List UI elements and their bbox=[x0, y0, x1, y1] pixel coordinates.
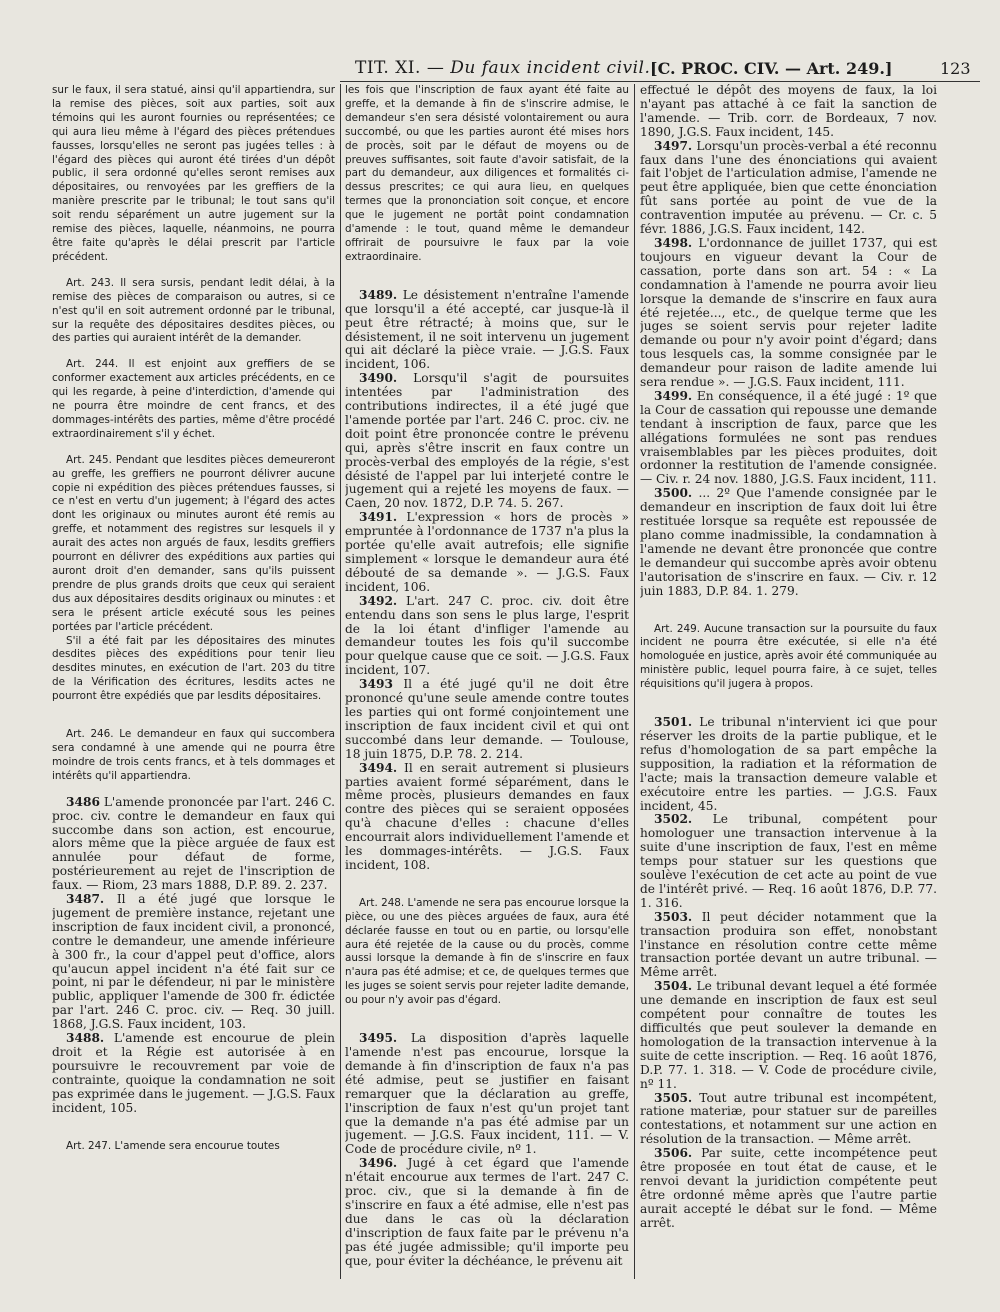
header-rule bbox=[340, 81, 980, 82]
annotation-paragraph bbox=[640, 716, 937, 813]
annotation-number: 3491. bbox=[359, 510, 398, 525]
annotation-paragraph bbox=[640, 911, 937, 981]
article-paragraph bbox=[52, 84, 335, 265]
annotation-paragraph bbox=[640, 1092, 937, 1148]
paragraph-text: L'amende est encourue de plein droit et la Régie est autorisée à en poursuivre le recouvrement par voie de contrainte, quoique la condamnation ne soit pas exprimée dans le jugement. — J.G.S. Faux incident, 105. bbox=[52, 1031, 335, 1115]
annotation-number: 3505. bbox=[654, 1090, 693, 1105]
paragraph-spacer bbox=[52, 704, 335, 728]
paragraph-text: Art. 249. Aucune transaction sur la poursuite du faux incident ne pourra être exécutée, si elle n'a été homologuée en justice, après avoir été communiquée au ministère public, lequel pourra faire, à ce sujet, telles réquisitions qu'il jugera à propos. bbox=[640, 622, 937, 691]
annotation-paragraph bbox=[345, 762, 629, 873]
paragraph-text: L'ordonnance de juillet 1737, qui est toujours en vigueur devant la Cour de cassation, porte dans son art. 54 : « La condamnation à l'amende ne pourra avoir lieu lorsque la demande de s'inscrire en faux aura été rejetée..., etc., de quelque terme que les juges se soient servis pour rejeter ladite demande ou pour n'y avoir point d'égard; dans tous lesquels cas, la somme consignée par le demandeur pour raison de ladite amende lui sera rendue ». — J.G.S. Faux incident, 111. bbox=[640, 235, 937, 390]
page-number: 123 bbox=[940, 59, 971, 78]
annotation-number: 3494. bbox=[359, 760, 398, 775]
running-title-italic: Du faux incident civil. bbox=[450, 58, 651, 78]
annotation-number: 3506. bbox=[654, 1146, 693, 1161]
column-middle bbox=[345, 84, 629, 1284]
annotation-paragraph bbox=[640, 980, 937, 1091]
annotation-number: 3501. bbox=[654, 715, 693, 730]
paragraph-text: Art. 248. L'amende ne sera pas encourue lorsque la pièce, ou une des pièces arguées de faux, aura été déclarée fausse en tout ou en partie, ou lorsqu'elle aura été rejetée de la cause ou du procès, comme aussi lorsque la demande à fin de s'inscrire en faux n'aura pas été admise; et ce, de quelques termes que les juges se soient servis pour rejeter ladite demande, ou pour n'y avoir pas d'égard. bbox=[345, 896, 629, 1007]
annotation-paragraph bbox=[640, 1147, 937, 1230]
annotation-paragraph bbox=[52, 796, 335, 893]
annotation-paragraph bbox=[52, 893, 335, 1032]
paragraph-text: Il a été jugé que lorsque le jugement de première instance, rejetant une inscription de faux incident civil, a prononcé, contre le demandeur, une amende inférieure à 300 fr., la cour d'appel peut d'office, alors qu'aucun appel incident n'a été fait sur ce point, ni par le défendeur, ni par le ministère public, appliquer l'amende de 300 fr. édictée par l'art. 246 C. proc. civ. — Req. 30 juill. 1868, J.G.S. Faux incident, 103. bbox=[52, 892, 335, 1032]
annotation-number: 3495. bbox=[359, 1031, 398, 1046]
paragraph-text: L'art. 247 C. proc. civ. doit être entendu dans son sens le plus large, l'esprit de la loi étant d'infliger l'amende au demandeur toutes les fois qu'il succombe pour quelque cause que ce soit. — J.G.S. Faux incident, 107. bbox=[345, 593, 629, 678]
annotation-number: 3486 bbox=[66, 794, 100, 809]
article-paragraph bbox=[52, 454, 335, 635]
paragraph-spacer bbox=[640, 599, 937, 623]
paragraph-text: Art. 246. Le demandeur en faux qui succombera sera condamné à une amende qui ne pourra être moindre de trois cents francs, et à tels dommages et intérêts qu'il appartiendra. bbox=[52, 728, 335, 782]
paragraph-text: S'il a été fait par les dépositaires des minutes desdites pièces des expéditions pour tenir lieu desdites minutes, en exécution de l'art. 203 du titre de la Vérification des écritures, lesdits actes ne pourront être expédiés que par lesdits dépositaires. bbox=[52, 634, 335, 703]
paragraph-text: sur le faux, il sera statué, ainsi qu'il appartiendra, sur la remise des pièces, soit aux parties, soit aux témoins qui les auront fournies ou représentées; ce qui aura lieu même à l'égard des pièces prétendues fausses, lorsqu'elles ne seront pas jugées telles : à l'égard des pièces qui auront été tirées d'un dépôt public, il sera ordonné qu'elles seront remises aux dépositaires, ou renvoyées par les greffiers de la manière prescrite par le tribunal; le tout sans qu'il soit rendu séparément un autre jugement sur la remise des pièces, laquelle, néanmoins, ne pourra être faite qu'après le délai prescrit par l'article précédent. bbox=[52, 84, 335, 263]
annotation-number: 3493 bbox=[359, 677, 393, 692]
annotation-paragraph bbox=[52, 1032, 335, 1115]
column-right bbox=[640, 84, 937, 1284]
annotation-paragraph bbox=[345, 372, 629, 511]
article-paragraph bbox=[640, 623, 937, 693]
paragraph-spacer bbox=[345, 265, 629, 289]
annotation-number: 3499. bbox=[654, 388, 693, 403]
annotation-number: 3490. bbox=[359, 371, 398, 386]
paragraph-text: effectué le dépôt des moyens de faux, la loi n'ayant pas attaché à ce fait la sanction de l'amende. — Trib. corr. de Bordeaux, 7 nov. 1890, J.G.S. Faux incident, 145. bbox=[640, 84, 937, 139]
annotation-number: 3498. bbox=[654, 235, 693, 250]
paragraph-text: Art. 247. L'amende sera encourue toutes bbox=[66, 1139, 280, 1152]
annotation-paragraph bbox=[345, 1032, 629, 1157]
annotation-paragraph bbox=[640, 487, 937, 598]
paragraph-text: L'amende prononcée par l'art. 246 C. proc. civ. contre le demandeur en faux qui succombe dans son action, est encourue, alors même que la pièce arguée de faux est annulée pour défaut de forme, postérieurement au rejet de l'inscription de faux. — Riom, 23 mars 1888, D.P. 89. 2. 237. bbox=[52, 794, 335, 893]
paragraph-spacer bbox=[52, 442, 335, 454]
column-left bbox=[52, 84, 335, 1284]
paragraph-text: Il peut décider notamment que la transaction produira son effet, nonobstant l'instance en résolution contre cette même transaction portée devant un autre tribunal. — Même arrêt. bbox=[640, 909, 937, 980]
paragraph-text: L'expression « hors de procès » empruntée à l'ordonnance de 1737 n'a plus la portée qu'elle avait autrefois; elle signifie simplement « lorsque le demandeur aura été débouté de sa demande ». — J.G.S. Faux incident, 106. bbox=[345, 510, 629, 594]
annotation-number: 3504. bbox=[654, 979, 693, 994]
paragraph-text: Tout autre tribunal est incompétent, ratione materiæ, pour statuer sur de pareilles contestations, et notamment sur une action en résolution de la transaction. — Même arrêt. bbox=[640, 1090, 937, 1147]
annotation-number: 3500. bbox=[654, 486, 693, 501]
annotation-paragraph bbox=[345, 1157, 629, 1268]
paragraph-text: Lorsqu'il s'agit de poursuites intentées par l'administration des contributions indirectes, il a été jugé que l'amende portée par l'art. 246 C. proc. civ. ne doit point être prononcée contre le prévenu qui, après s'être inscrit en faux contre un procès-verbal des employés de la régie, s'est désisté de l'appel par lui interjeté contre le jugement qui a rejeté les moyens de faux. — Caen, 20 nov. 1872, D.P. 74. 5. 267. bbox=[345, 371, 629, 511]
article-paragraph bbox=[52, 358, 335, 441]
paragraph-text: Art. 244. Il est enjoint aux greffiers de se conformer exactement aux articles précédents, en ce qui les regarde, à peine d'interdiction, d'amende qui ne pourra être moindre de cent francs, et des dommages-intérêts des parties, même d'être procédé extraordinairement s'il y échet. bbox=[52, 358, 335, 440]
paragraph-spacer bbox=[345, 873, 629, 897]
paragraph-text: Le tribunal devant lequel a été formée une demande en inscription de faux est seul compétent pour connaître de toutes les difficultés que peut soulever la demande en homologation de la transaction intervenue à la suite de cette inscription. — Req. 16 août 1876, D.P. 77. 1. 318. — V. Code de procédure civile, nº 11. bbox=[640, 979, 937, 1091]
annotation-paragraph bbox=[640, 140, 937, 237]
paragraph-text: Art. 245. Pendant que lesdites pièces demeureront au greffe, les greffiers ne pourront délivrer aucune copie ni expédition des pièces prétendues fausses, si ce n'est en vertu d'un jugement; à l'égard des actes dont les originaux ou minutes auront été remis au greffe, et notamment des registres sur lesquels il y aurait des actes non argués de faux, lesdits greffiers pourront en délivrer des expéditions aux parties qui auront droit d'en demander, sans qu'ils puissent prendre de plus grands droits que ceux qui seraient dus aux dépositaires desdits originaux ou minutes : et sera le présent article exécuté sous les peines portées par l'article précédent. bbox=[52, 453, 335, 633]
annotation-paragraph bbox=[640, 237, 937, 390]
annotation-number: 3492. bbox=[359, 593, 398, 608]
paragraph-text: La disposition d'après laquelle l'amende n'est pas encourue, lorsque la demande à fin d'inscription de faux n'a pas été admise, peut se justifier en faisant remarquer que la déclaration au greffe, l'inscription de faux n'est qu'un projet tant que la demande n'a pas été admise par un jugement. — J.G.S. Faux incident, 111. — V. Code de procédure civile, nº 1. bbox=[345, 1031, 629, 1157]
annotation-number: 3503. bbox=[654, 909, 693, 924]
annotation-number: 3496. bbox=[359, 1156, 398, 1171]
paragraph-text: Le tribunal n'intervient ici que pour réserver les droits de la partie publique, et le refus d'homologation de sa part empêche la supposition, la radiation et la réformation de l'acte; mais la transaction demeure valable et exécutoire entre les parties. — J.G.S. Faux incident, 45. bbox=[640, 715, 937, 813]
annotation-number: 3487. bbox=[66, 892, 105, 907]
paragraph-spacer bbox=[52, 265, 335, 277]
article-paragraph bbox=[52, 1140, 335, 1154]
column-divider bbox=[340, 84, 341, 1279]
running-title bbox=[355, 58, 650, 78]
annotation-paragraph bbox=[345, 511, 629, 594]
paragraph-text: les fois que l'inscription de faux ayant été faite au greffe, et la demande à fin de s'inscrire admise, le demandeur s'en sera désisté volontairement ou aura succombé, ou que les parties auront été mises hors de procès, soit par le défaut de moyens ou de preuves suffisantes, soit faute d'avoir satisfait, de la part du demandeur, aux diligences et formalités ci-dessus prescrites; ce qui aura lieu, en quelques termes que la prononciation soit conçue, et encore que le jugement ne portât point condamnation d'amende : le tout, quand même le demandeur offrirait de poursuivre le faux par la voie extraordinaire. bbox=[345, 84, 629, 263]
article-paragraph bbox=[52, 635, 335, 705]
running-title-main: TIT. XI. — bbox=[355, 58, 445, 78]
running-header bbox=[0, 54, 1000, 84]
article-paragraph bbox=[345, 897, 629, 1008]
paragraph-spacer bbox=[52, 346, 335, 358]
annotation-number: 3489. bbox=[359, 287, 398, 302]
paragraph-text: Par suite, cette incompétence peut être proposée en tout état de cause, et le renvoi devant la juridiction compétente peut être ordonné même après que l'autre partie aurait accepté le débat sur le fond. — Même arrêt. bbox=[640, 1146, 937, 1230]
paragraph-text: Lorsqu'un procès-verbal a été reconnu faux dans l'une des énonciations qui avaient fait l'objet de l'articulation admise, l'amende ne peut être appliquée, bien que cette énonciation fût sans portée au point de vue de la contravention imputée au prévenu. — Cr. c. 5 févr. 1886, J.G.S. Faux incident, 142. bbox=[640, 138, 937, 237]
annotation-paragraph bbox=[345, 595, 629, 678]
paragraph-text: ... 2º Que l'amende consignée par le demandeur en inscription de faux doit lui être restituée lorsque sa requête est repoussée de plano comme inadmissible, la condamnation à l'amende ne devant être prononcée que contre le demandeur qui succombe après avoir obtenu l'autorisation de s'inscrire en faux. — Civ. r. 12 juin 1883, D.P. 84. 1. 279. bbox=[640, 486, 937, 598]
paragraph-text: Jugé à cet égard que l'amende n'était encourue aux termes de l'art. 247 C. proc. civ., que si la demande à fin de s'inscrire en faux a été admise, elle n'est pas due dans le cas où la déclaration d'inscription de faux faite par le prévenu n'a pas été jugée admissible; qu'il importe peu que, pour éviter la déchéance, le prévenu ait bbox=[345, 1156, 629, 1268]
annotation-number: 3488. bbox=[66, 1031, 105, 1046]
paragraph-text: Art. 243. Il sera sursis, pendant ledit délai, à la remise des pièces de comparaison ou autres, si ce n'est qu'il en soit autrement ordonné par le tribunal, sur la requête des dépositaires desdites pièces, ou des parties qui auraient intérêt de la demander. bbox=[52, 276, 335, 345]
paragraph-text: Il en serait autrement si plusieurs parties avaient formé séparément, dans le même procès, plusieurs demandes en faux contre des pièces qui se seraient opposées qu'à chacune d'elles : chacune d'elles encourrait alors individuellement l'amende et les dommages-intérêts. — J.G.S. Faux incident, 108. bbox=[345, 760, 629, 872]
annotation-number: 3502. bbox=[654, 812, 693, 827]
paragraph-text: En conséquence, il a été jugé : 1º que la Cour de cassation qui repousse une demande tendant à inscription de faux, parce que les allégations formulées ne sont pas rendues vraisemblables par les pièces produites, doit ordonner la restitution de l'amende consignée. — Civ. r. 24 nov. 1880, J.G.S. Faux incident, 111. bbox=[640, 388, 937, 487]
article-paragraph bbox=[345, 84, 629, 265]
paragraph-spacer bbox=[345, 1008, 629, 1032]
article-paragraph bbox=[52, 277, 335, 347]
paragraph-spacer bbox=[52, 1116, 335, 1140]
code-section-reference: [C. PROC. CIV. — Art. 249.] bbox=[650, 59, 893, 78]
column-divider bbox=[634, 84, 635, 1279]
article-paragraph bbox=[640, 84, 937, 140]
annotation-number: 3497. bbox=[654, 138, 693, 153]
annotation-paragraph bbox=[345, 678, 629, 761]
paragraph-text: Il a été jugé qu'il ne doit être prononcé qu'une seule amende contre toutes les parties qui ont formé conjointement une inscription de faux incident civil et qui ont succombé dans leur demande. — Toulouse, 18 juin 1875, D.P. 78. 2. 214. bbox=[345, 677, 629, 761]
annotation-paragraph bbox=[640, 813, 937, 910]
article-paragraph bbox=[52, 728, 335, 784]
paragraph-text: Le tribunal, compétent pour homologuer une transaction intervenue à la suite d'une inscription de faux, l'est en même temps pour statuer sur les questions que soulève l'exécution de cet acte au point de vue de l'intérêt privé. — Req. 16 août 1876, D.P. 77. 1. 316. bbox=[640, 812, 937, 910]
annotation-paragraph bbox=[345, 289, 629, 372]
annotation-paragraph bbox=[640, 390, 937, 487]
paragraph-text: Le désistement n'entraîne l'amende que lorsqu'il a été accepté, car jusque-là il peut être rétracté; à moins que, sur le désistement, il ne soit intervenu un jugement qui ait déclaré la pièce vraie. — J.G.S. Faux incident, 106. bbox=[345, 287, 629, 372]
paragraph-spacer bbox=[640, 692, 937, 716]
